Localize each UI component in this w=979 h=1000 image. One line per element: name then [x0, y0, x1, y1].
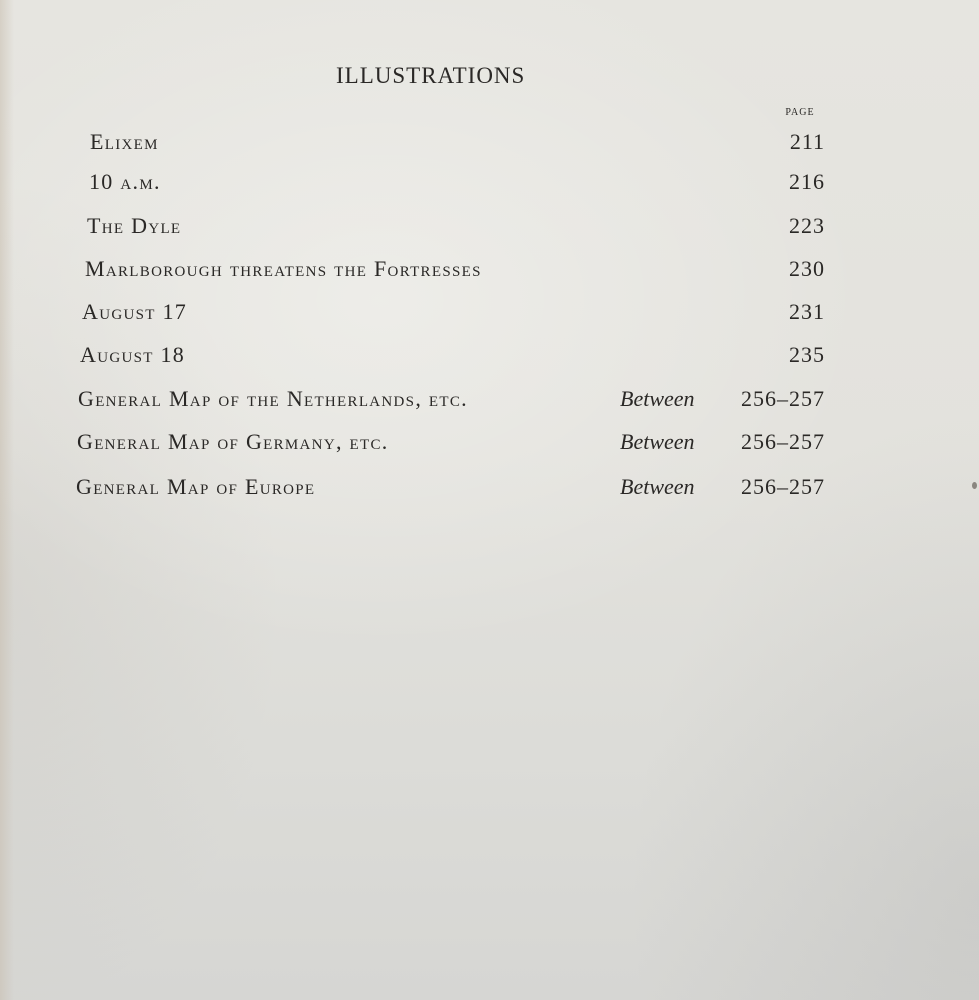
page-column-label: PAGE [785, 107, 815, 118]
entry-title: 10 a.m. [89, 169, 161, 194]
entry-title: August 17 [82, 299, 188, 324]
illustration-entry [0, 473, 979, 509]
entry-title: Marlborough threatens the Fortresses [85, 256, 482, 281]
illustration-entry [0, 341, 979, 377]
entry-page: 256–257 [741, 429, 825, 454]
entry-title: General Map of Europe [76, 474, 316, 499]
entry-title: Elixem [90, 129, 159, 154]
entry-title: August 18 [80, 342, 186, 367]
entry-title: General Map of Germany, etc. [77, 429, 389, 454]
page-heading: ILLUSTRATIONS [336, 63, 526, 88]
illustration-entry [0, 212, 979, 248]
entry-page: 235 [789, 342, 825, 367]
entry-note: Between [620, 474, 695, 499]
entry-page: 223 [789, 213, 825, 238]
entry-title: The Dyle [87, 213, 182, 238]
entry-page: 216 [789, 169, 825, 194]
entry-note: Between [620, 386, 695, 411]
entry-page: 211 [789, 129, 825, 154]
entry-page: 256–257 [741, 474, 825, 499]
illustration-entry [0, 128, 979, 164]
illustration-entry [0, 168, 979, 204]
entry-title: General Map of the Netherlands, etc. [78, 386, 468, 411]
illustration-entry [0, 255, 979, 291]
entry-page: 230 [789, 256, 825, 281]
entry-page: 256–257 [741, 386, 825, 411]
illustration-entry [0, 298, 979, 334]
illustration-entry [0, 385, 979, 421]
entry-page: 231 [789, 299, 825, 324]
illustration-entry [0, 428, 979, 464]
paper-speck [972, 482, 977, 489]
entry-note: Between [620, 429, 695, 454]
